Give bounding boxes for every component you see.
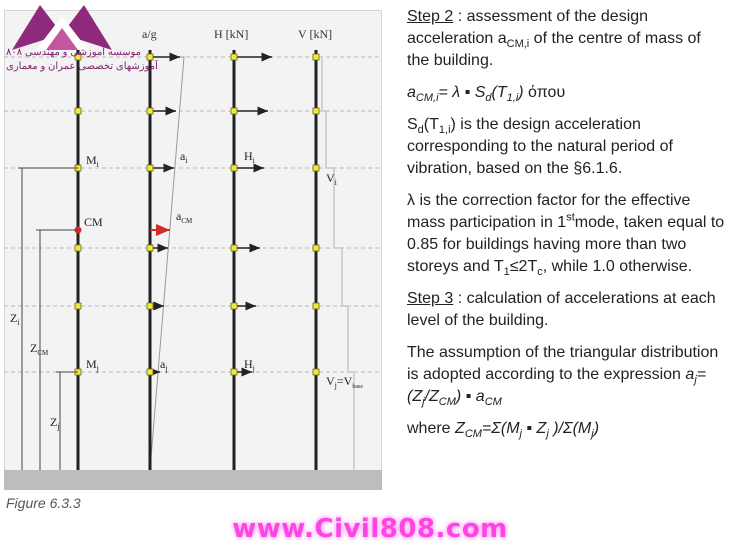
label-hi: $H_i$ xyxy=(244,149,255,165)
label-acm: $a_{CM}$ xyxy=(176,209,193,225)
paragraph-step3: Step 3 : calculation of accelerations at each level of the building. xyxy=(407,290,716,329)
label-cm: CM xyxy=(84,215,103,229)
storey-lines xyxy=(4,57,382,372)
col-header-h: H [kN] xyxy=(214,27,249,41)
acceleration-triangle xyxy=(150,57,184,470)
paragraph-sd: $S_d(T_{1,i})$ is the design acceleration corresponding to the natural period of vibration, based on the §6.1.6. xyxy=(407,116,673,177)
label-zcm: $Z_{CM}$ xyxy=(30,341,49,357)
figure-caption: Figure 6.3.3 xyxy=(6,495,81,511)
ground-base xyxy=(4,470,382,490)
vertical-columns xyxy=(78,50,316,470)
label-vi: $V_i$ xyxy=(326,171,337,187)
paragraph-triangular: The assumption of the triangular distribution is adopted according to the expression $a_j=(Z_j/Z_{CM})$ ▪ $a_{CM}$ xyxy=(407,344,719,409)
col-header-v: V [kN] xyxy=(298,27,333,41)
step2-heading: Step 2 xyxy=(407,8,454,25)
mass-nodes xyxy=(75,54,319,375)
equation-acm: $a_{CM,i}= \lambda$ ▪ $S_d(T_{1,i})$ όπου xyxy=(407,84,566,105)
site-watermark: www.Civil808.com xyxy=(232,514,508,544)
paragraph-step2: Step 2 : assessment of the design acceleration $a_{CM,i}$ of the centre of mass of the building. xyxy=(407,8,701,69)
paragraph-zcm: where $Z_{CM}=\Sigma(M_j$ ▪ $Z_j$ )$/\Sigma(M_j)$ xyxy=(407,420,600,441)
dimension-lines xyxy=(18,168,78,470)
label-aj: $a_j$ xyxy=(160,357,168,373)
label-zi: $Z_i$ xyxy=(10,311,20,327)
label-vj: $V_j=V_{base}$ xyxy=(326,374,364,390)
label-ai: $a_i$ xyxy=(180,149,188,165)
force-arrows xyxy=(150,57,272,372)
logo-line-1: موسسه آموزشی و مهندسی ۸۰۸ xyxy=(6,47,142,58)
paragraph-lambda: λ is the correction factor for the effective mass participation in 1stmode, taken equal to 0.85 for buildings having more than two storeys and $T_1\le 2T_c$, while 1.0 otherwise. xyxy=(407,192,725,279)
label-mi: $M_i$ xyxy=(86,153,99,169)
text-column xyxy=(407,6,727,450)
label-hj: $H_j$ xyxy=(244,357,255,373)
label-mj: $M_j$ xyxy=(86,357,99,373)
label-zj: $Z_j$ xyxy=(50,415,60,431)
col-header-acceleration: a/g xyxy=(142,27,157,41)
logo-line-2: آموزشهای تخصصی عمران و معماری xyxy=(6,61,158,72)
step3-heading: Step 3 xyxy=(407,290,454,307)
shear-profile xyxy=(316,57,354,470)
